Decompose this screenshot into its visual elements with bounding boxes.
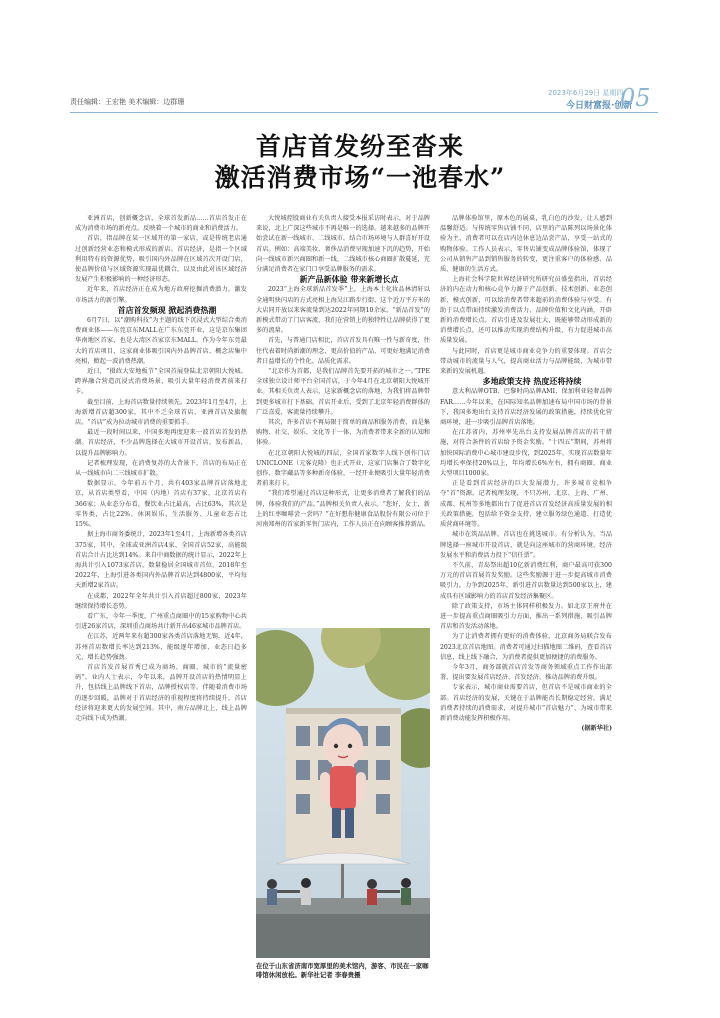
paragraph: 正是看到首店经济的巨大发展潜力，许多城市竞相争夺“首”资源。记者梳理发现，不只苏州，北京、上海、广州、成都、杭州等多地都出台了促进首店首发经济高质量发展的相关政策措施，包括给予资金支持、建立服务绿色通道、打造优质营商环境等。 bbox=[440, 480, 612, 529]
subheading: 多地政策支持 热度还将持续 bbox=[482, 377, 582, 387]
paragraph: 最近一段时间以来，中国多地再度迎来一波首店首发的热潮。首店经济，不少品牌选择在大城市开设首店、发布新品，以提升品牌影响力。 bbox=[75, 429, 247, 457]
article-column-3 bbox=[440, 214, 612, 1004]
paragraph: “我们希望通过首店这种形式，让更多消费者了解我们的品牌，体验我们的产品。”品牌相关负责人表示。“您好，女士，新上的红枣咖啡尝一尝吗？”在好想你健康食品股份有限公司位于河南郑州的首家新零售门店内，工作人员正在向顾客推荐新品。 bbox=[256, 490, 430, 529]
paragraph: 截至目前，上海首店数量持续领先。2023年1月至4月，上海新增首店超300家，其中不乏全球首店、亚洲首店及旗舰店。“首店”成为拉动城市消费的重要抓手。 bbox=[75, 398, 247, 427]
paragraph: 首店，指品牌在某一区域开的第一家店，或是传统老店通过创新经营业态和模式形成的新店。首店经济，是指一个区域利用特有的资源优势，吸引国内外品牌在区域首次开设门店，使品牌价值与区域资源实现最优耦合，以及由此对该区域经济发展产生积极影响的一种经济形态。 bbox=[75, 235, 247, 284]
paragraph: 首先，与普通门店相比，首店首发具有唯一性与新奇度，往往代表着时尚新潮的理念、更高价值的产品，可更好地满足消费者日益增长的个性化、品质化需求。 bbox=[256, 337, 430, 365]
paragraph: 数据显示，今年前五个月，共有403家品牌首店落地北京，从首店类型看，中国（内地）首店有37家，北京首店有366家；从业态分布看，餐饮业占比最高，占比63%，其次是零售类，占比22%。休闲娱乐、生活服务、儿童业态占比15%。 bbox=[75, 480, 247, 529]
paragraph: 与此同时，首店更是城市商业竞争力的重要体现。首店会带动城市的流量与人气，提高商业活力与品牌能级，为城市带来新的发展机遇。 bbox=[440, 347, 612, 376]
paragraph: 大悦城控股商业有关负责人接受本报采访时表示，对于品牌来说，北上广深这些城市不再是唯一的选择。越来越多的品牌开始尝试在新一线城市、二线城市，结合市场环境与人群喜好开设首店。例如：高端美妆、奢侈品消费呈现加速下沉的趋势，开始向一线城市新兴商圈和新一线、二线城市核心商圈扩散蔓延，充分满足消费者在家门口享受品牌服务的需求。 bbox=[256, 215, 430, 274]
paragraph: 据上海市商务委统计，2023年1至4月，上海新增各类首店375家，其中，全球或亚洲首店4家、全国首店52家，高能级首店合计占比达到14%。来自中商数据的统计显示，2022年上海共计引入1073家首店，数量稳居全国城市首位。2018年至2022年，上海引进各类国内外品牌首店达到4800家，平均每天新增2家首店。 bbox=[75, 531, 247, 590]
paragraph: 近日，“摄政大安地板节”全国首展登陆北京朝阳大悦城。跨界融合营造沉浸式消费场景，吸引大量年轻消费者前来打卡。 bbox=[75, 368, 247, 396]
paragraph: “北京作为首都，是我们品牌首先要开拓的城市之一。”TPE全球独立设计师平台全国首店，于今年4月在北京朝阳大悦城开业。其相关负责人表示，这家新概念店的落地，为我们将品牌带到更多城市打下基础。首店开业后，受到了北京年轻消费群体的广泛喜爱，客流量持续攀升。 bbox=[256, 368, 430, 416]
paragraph: 亚洲首店，创新概念店，全球首发新品……首店首发正在成为消费市场的新亮点。反映着一个城市的商业和消费活力。 bbox=[75, 215, 247, 233]
headline-line-1: 首店首发纷至沓来 bbox=[255, 132, 464, 161]
paragraph: 近年来，首店经济正在成为地方政府挖掘消费潜力，激发市场活力的新引擎。 bbox=[75, 286, 247, 304]
subheading: 新产品新体验 带来新增长点 bbox=[299, 275, 399, 285]
paragraph: 在江苏，近两年来有超300家各类首店落地无锡，近4年，苏州首店数增长率达到213%，能级逐年增加，业态日趋多元，增长趋势强劲。 bbox=[75, 633, 247, 661]
paragraph: 6月7日，以“潮购科技”为主题的线下沉浸式大型综合类消费商业体——东莞京东MALL在广东东莞开业，这是京东集团华南地区首家，也是大湾区首家京东MALL。作为今年东莞最大的首店项目，这家商业体吸引国内外品牌首店、概念店集中亮相，掀起一波消费热潮。 bbox=[75, 317, 247, 365]
paragraph: 2023“上海全球新品首发季”上，上海本土化妆品林清轩以全通明快闪店的方式亮相上海吴江路步行街，这个近万平方米的大店同开放以来客流量到达2022年同期10余家。“新品首发”的新模式带动了门店客流，我们在营销上的独特性让品牌获得了更多的流量。 bbox=[256, 286, 430, 335]
paragraph: 在江苏省内，苏州率先出台支持发展品牌首店的若干措施，对符合条件的首店给予资金奖励。“十四五”期间，苏州将加快国际消费中心城市建设步伐，到2025年，实现首店数量年均增长率保持20%以上，年均增长6%左右，拥有商圈、商业大型项目1000家。 bbox=[440, 429, 612, 478]
news-photo bbox=[256, 628, 430, 958]
paragraph: 看广东，今年一季度，广州重点商圈中的15家购物中心共引进26家首店，深圳重点商场共计新开出46家城市品牌首店。 bbox=[75, 612, 247, 631]
page-number: 05 bbox=[620, 84, 651, 112]
article-column-2 bbox=[256, 214, 430, 624]
paragraph: 不久前，青岛祭出超10亿新消费红利，商户最高可获300万元的首店首展首发奖励。这些奖励源于进一步提高城市消费吸引力，力争到2025年，新引进首店数量达到500家以上，建成具有区域影响力的首店首发经济集聚区。 bbox=[440, 561, 612, 600]
headline bbox=[0, 132, 720, 194]
paragraph: 在成都，2022年全年共计引入首店超过800家，2023年继续保持增长态势。 bbox=[75, 592, 247, 610]
article-column-1 bbox=[75, 214, 247, 1004]
editor-credits: 责任编辑：王宏艳 美术编辑：边群珊 bbox=[70, 98, 185, 106]
paragraph: 专家表示，城市商业需要首店，但首店不是城市商业的全部。首店经济的发展，关键在于品牌能否长期稳定经营，满足消费者持续的消费需求，对提升城市“首店魅力”、为城市带来新消费动能发挥积极作用。 bbox=[440, 684, 612, 722]
paragraph: 城市在筑品品牌，首店也在挑选城市。有分析认为，当品牌选择一座城市开设首店，就是向这座城市的营商环境、经济发展水平和消费活力投下“信任票”。 bbox=[440, 531, 612, 559]
paragraph: 在北京朝阳大悦城的四层，全国首家数字人线下创作门店UNICLONE（元客克隆）也正式开业，这家门店集合了数字化创作、数字藏品等多种新奇体验，一经开业便吸引大量年轻消费者前来打卡。 bbox=[256, 449, 430, 488]
section-name: 今日财富报·创新 bbox=[566, 101, 633, 111]
issue-date: 2023年6月29日 星期四 bbox=[548, 89, 624, 97]
article-signature: (据新华社) bbox=[581, 725, 612, 733]
paragraph: 其次，许多首店不再局限于简单的商品和服务消费，而是集购物、社交、娱乐、文化等于一体，为消费者带来全新的认知和体验。 bbox=[256, 419, 430, 447]
photo-caption: 在位于山东省济南市宽厚里的美术馆内，游客、市民在一家咖啡馆休闲放松。新华社记者 李春贵摄 bbox=[256, 962, 429, 979]
paragraph: 意大利品牌OTB、巴黎时尚品牌AMI、保加利亚轻奢品牌FAR……今年以来，在国际知名品牌加速布局中国市场的背景下，我国多地出台支持首店经济发展的政策措施，持续优化营商环境，进一步吸引品牌首店落地。 bbox=[440, 388, 612, 427]
header-rule bbox=[70, 112, 658, 113]
paragraph: 除了政策支持，市场主体同样积极发力。如北京王府井在进一步提高重点商圈吸引力方面，推出一系列措施，吸引品牌首店和首发活动落地。 bbox=[440, 602, 612, 631]
paragraph: 首店首发首展首秀已成为商场、商圈、城市的“流量密码”。业内人士表示，今年以来，品牌开设首店的热情明显上升，包括线上品牌线下首店，品牌授权店等。伴随着消费市场的逐步回暖，品牌对于首店经济的重视程度将持续提升，首店经济将迎来更大的发展空间。其中，南方品牌北上，线上品牌走向线下成为热潮。 bbox=[75, 663, 247, 722]
page-header bbox=[0, 0, 720, 118]
cafe-scene-illustration bbox=[256, 628, 430, 958]
paragraph: 记者梳理发现，在消费复苏的大背景下，首店的布局正在从一线城市向二三线城市扩散。 bbox=[75, 459, 247, 478]
headline-line-2: 激活消费市场“一池春水” bbox=[214, 163, 506, 192]
subheading: 首店首发频现 掀起消费热潮 bbox=[117, 305, 217, 315]
paragraph: 今年3月，商务部就首店首发等商务领域重点工作作出部署，提出要发展首店经济、首发经济，推动品牌消费升级。 bbox=[440, 663, 612, 682]
paragraph: 品牌体验馆里，原木色的展桌，乳白色的沙发，让人感到温馨舒适。与传统零售店铺不同，店里的产品陈列以场景化体验为主，消费者可以在店内边休息边品尝产品，享受一站式的购物体验。工作人员表示，零售店铺变成品牌体验馆，体现了公司从销售产品到销售服务的转变，更注重客户的体验感、品质、健康的生活方式。 bbox=[440, 215, 612, 274]
paragraph: 为了让消费者拥有更好的消费体验，北京商务局联合发布2023北京首店地图。消费者可通过扫描地图二维码，查看首店信息，线上线下融合，为消费者提供更加便捷的消费服务。 bbox=[440, 633, 612, 661]
paragraph: 上海社会科学院世界经济研究所研究员盛垒指出，首店经济的内在动力和核心竞争力源于产品创新、技术创新、业态创新、模式创新，可以给消费者带来超前的消费体验与享受。有助于以点带面持续激发消费活力，品牌价值和文化内涵，开辟新的消费增长点。首店引进及发展壮大，既能够带动形成新的消费增长点，还可以推动实现消费结构升级，有力促进城市高质量发展。 bbox=[440, 276, 612, 345]
